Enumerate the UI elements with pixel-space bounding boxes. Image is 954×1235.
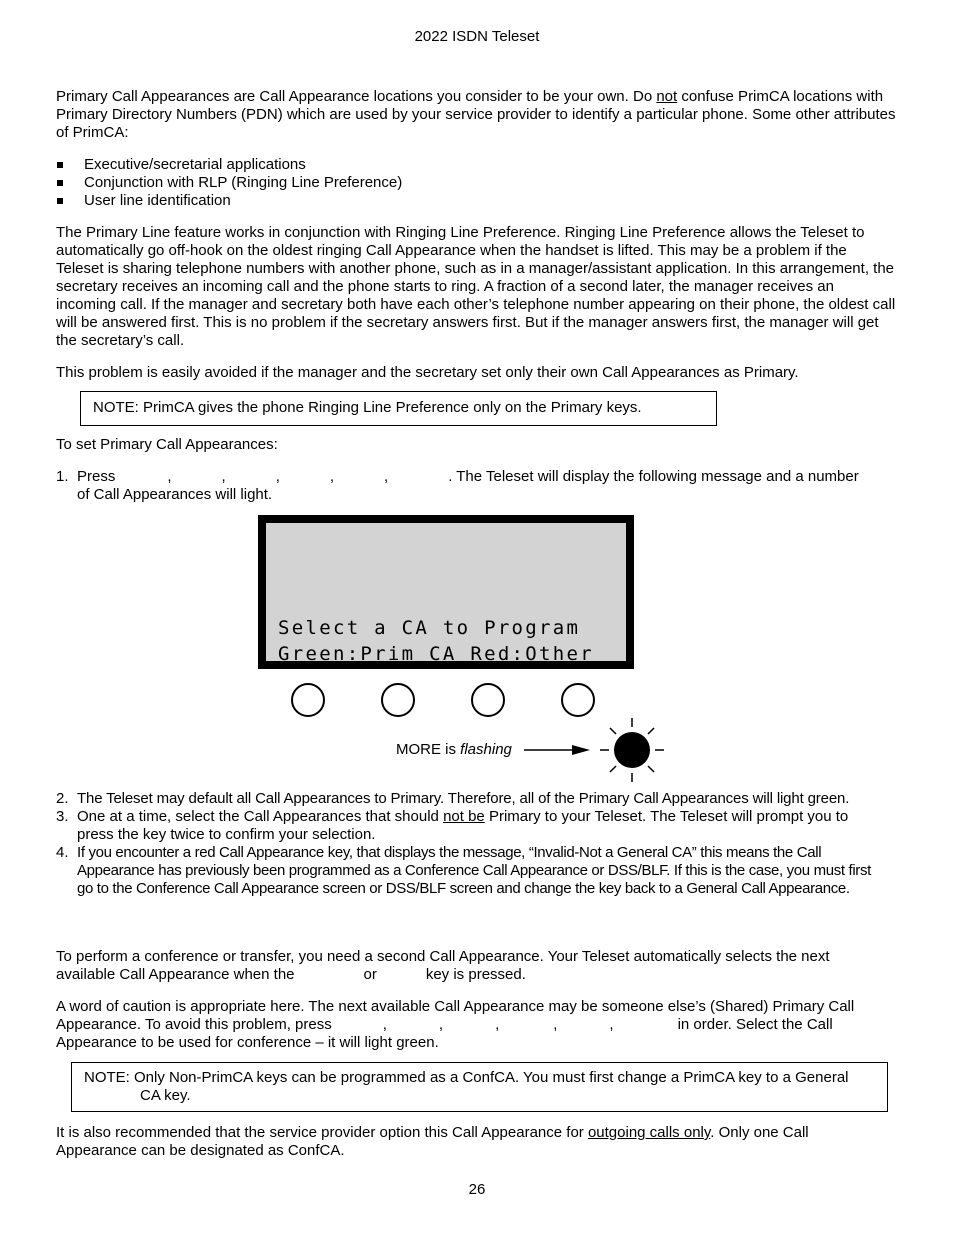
intro-text-a: Primary Call Appearances are Call Appearance locations you consider to be your own. Do [56,88,657,105]
caution-paragraph [56,998,898,1052]
more-key-lit-icon [614,732,650,768]
intro-text-b: confuse PrimCA locations with Primary Directory Numbers (PDN) which are used by your service provider to identify a particular phone. Some other attributes of PrimCA: [56,88,896,141]
key-separator: , [221,468,226,485]
lcd-display [258,515,634,669]
step-3 [56,808,898,844]
list-item: Executive/secretarial applications [56,156,402,174]
softkey-4[interactable] [561,683,595,717]
list-item: User line identification [56,192,402,210]
key-separator: , [495,1016,500,1033]
list-item: Conjunction with RLP (Ringing Line Preference) [56,174,402,192]
recommend-paragraph [56,1124,898,1160]
step-4-line2: Appearance has previously been programmed as a Conference Call Appearance or DSS/BLF. If this is the case, you must first [77,862,871,879]
step-2-text: The Teleset may default all Call Appearances to Primary. Therefore, all of the Primary Call Appearances will light green. [77,790,850,807]
key-separator: , [329,468,335,485]
key-separator: , [275,468,280,485]
note-primca-text: NOTE: PrimCA gives the phone Ringing Line Preference only on the Primary keys. [93,399,642,416]
more-italic: flashing [460,741,512,758]
step-4-line1: If you encounter a red Call Appearance key, that displays the message, “Invalid-Not a General CA” this means the Call [77,844,822,861]
step-1-rest: . The Teleset will display the following message and a number [448,468,859,485]
step-3-underlined: not be [443,808,485,825]
step-2 [56,790,898,808]
key-separator: , [609,1016,614,1033]
step-1 [56,468,898,504]
conference-line1: To perform a conference or transfer, you need a second Call Appearance. Your Teleset automatically selects the next [56,948,830,965]
intro-underlined: not [656,88,678,105]
conference-or: or [363,966,377,983]
step-number: 1. [56,468,69,485]
recommend-text-a: It is also recommended that the service provider option this Call Appearance for [56,1124,588,1141]
conference-line2-a: available Call Appearance when the [56,966,295,983]
note-primca [80,391,717,426]
step-4-line3: go to the Conference Call Appearance screen or DSS/BLF screen and change the key back to a General Call Appearance. [77,880,850,897]
step-1-line2: of Call Appearances will light. [77,486,273,503]
arrow-head-icon [572,745,590,755]
key-separator: , [438,1016,444,1033]
caution-line2-a: Appearance. To avoid this problem, press [56,1016,332,1033]
step-3-text-b: Primary to your Teleset. The Teleset will prompt you to [484,808,849,825]
softkey-3[interactable] [471,683,505,717]
softkey-2[interactable] [381,683,415,717]
key-separator: , [553,1016,558,1033]
caution-line3: Appearance to be used for conference – it will light green. [56,1034,439,1051]
caution-line2-b: in order. Select the Call [677,1016,833,1033]
note-confca [71,1062,888,1112]
step-4 [56,844,898,898]
conference-paragraph [56,948,898,984]
key-separator: , [384,468,389,485]
attributes-list [56,156,402,210]
note-confca-line1: NOTE: Only Non-PrimCA keys can be programmed as a ConfCA. You must first change a PrimCA key to a General [84,1069,849,1086]
step-1-press: Press [77,468,116,485]
step-number: 3. [56,808,69,825]
step-number: 2. [56,790,69,807]
set-primary-heading: To set Primary Call Appearances: [56,436,278,453]
lcd-line-1: Select a CA to Program [278,617,581,639]
recommend-underlined: outgoing calls only [587,1124,711,1141]
recommend-line2: Appearance can be designated as ConfCA. [56,1142,345,1159]
caution-line1: A word of caution is appropriate here. The next available Call Appearance may be someone else’s (Shared) Primary Call [56,998,855,1015]
step-number: 4. [56,844,69,861]
key-separator: , [167,468,172,485]
softkey-1[interactable] [291,683,325,717]
conference-line2-b: key is pressed. [425,966,526,983]
page-header: 2022 ISDN Teleset [414,28,540,45]
lcd-line-2: Green:Prim CA Red:Other [278,643,594,665]
recommend-text-b: . Only one Call [710,1124,809,1141]
intro-paragraph [56,88,898,142]
page-number: 26 [468,1181,486,1198]
primary-line-paragraph: The Primary Line feature works in conjunction with Ringing Line Preference. Ringing Line Preference allows the Teleset to automatically go off-hook on the oldest ringing Call Appearance when the handset is lifted. This may be a problem if the Teleset is sharing telephone numbers with another phone, such as in a manager/assistant application. In this arrangement, the secretary receives an incoming call and the phone starts to ring. A fraction of a second later, the manager receives an incoming call. If the manager and secretary both have each other’s telephone number appearing on their phone, the oldest call will be answered first. This is no problem if the secretary answers first. But if the manager answers first, the manager will get the secretary’s call. [56,224,896,349]
step-3-text-a: One at a time, select the Call Appearances that should [77,808,444,825]
more-label: MORE is [396,741,461,758]
avoid-paragraph: This problem is easily avoided if the manager and the secretary set only their own Call Appearances as Primary. [56,364,799,381]
step-3-line2: press the key twice to confirm your selection. [77,826,376,843]
note-confca-line2: CA key. [140,1087,191,1104]
more-key-flashing-illustration [520,714,670,786]
key-separator: , [382,1016,387,1033]
more-flashing-label [396,741,512,759]
